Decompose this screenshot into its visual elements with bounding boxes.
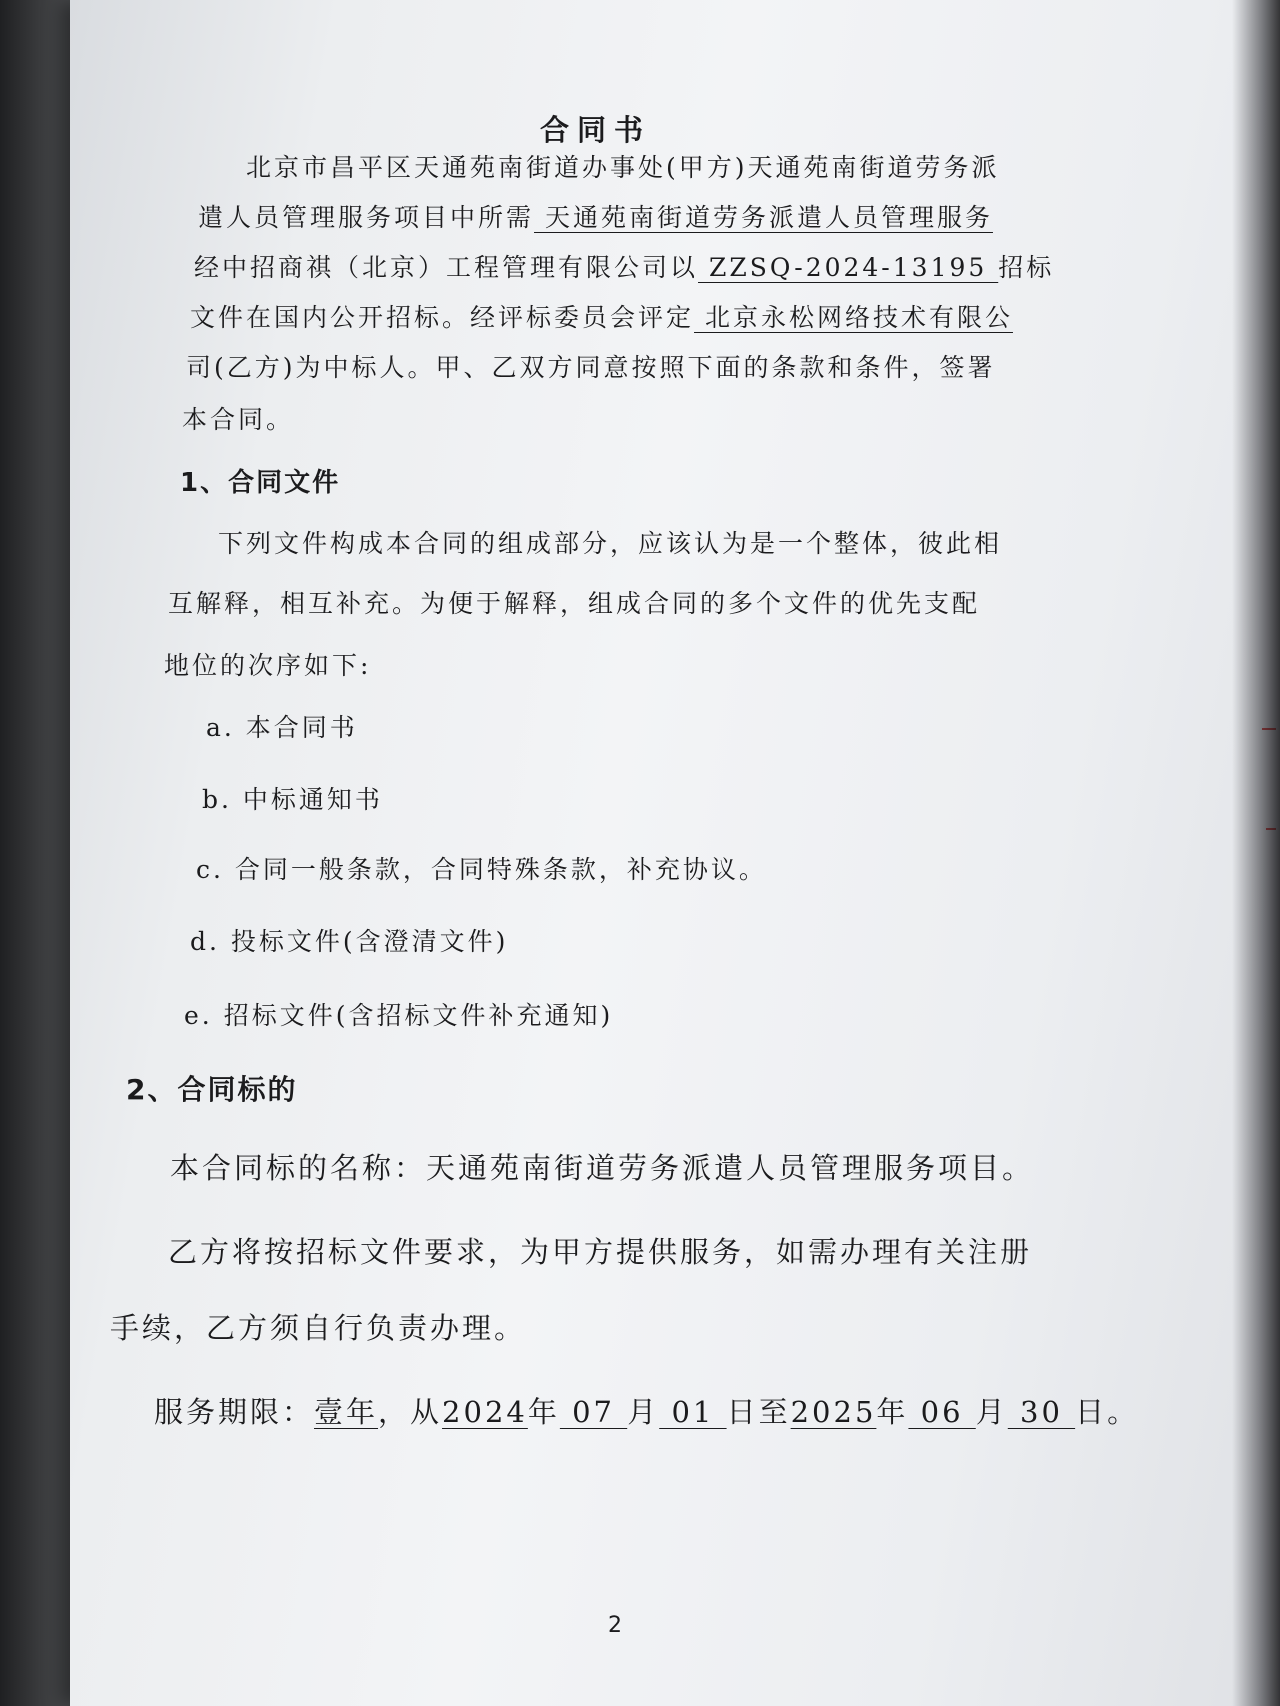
winner-name-underlined: 北京永松网络技术有限公 [694,303,1013,332]
document-list-item: e. 招标文件(含招标文件补充通知) [184,1001,614,1030]
contract-document [70,0,1280,1706]
page-edge-shadow [1232,0,1280,1706]
end-day: 30 [1007,1395,1076,1429]
document-title: 合同书 [540,113,652,147]
section-1-paragraph-line-3: 地位的次序如下: [164,651,372,680]
intro-line-1: 北京市昌平区天通苑南街道办事处(甲方)天通苑南街道劳务派 [246,153,1000,182]
end-year: 2025 [790,1395,877,1429]
intro-line-3 [194,248,1054,284]
section-2-duty-line-2: 手续，乙方须自行负责办理。 [110,1311,527,1345]
service-term-text: 月 [975,1395,1008,1429]
service-term-text: 年 [876,1395,909,1429]
intro-text: 遣人员管理服务项目中所需 [198,203,535,232]
service-term-text: 月 [627,1395,660,1429]
contract-subject-name: 本合同标的名称：天通苑南街道劳务派遣人员管理服务项目。 [170,1151,1035,1185]
service-term-years: 壹年 [314,1395,379,1429]
project-name-underlined: 天通苑南街道劳务派遣人员管理服务 [534,203,993,232]
intro-line-5: 司(乙方)为中标人。甲、乙双方同意按照下面的条款和条件，签署 [186,353,996,382]
start-month: 07 [559,1395,628,1429]
section-2-duty-line-1: 乙方将按招标文件要求，为甲方提供服务，如需办理有关注册 [168,1235,1033,1269]
service-term-line [154,1390,1139,1431]
service-term-text: 日。 [1075,1395,1140,1429]
document-list-item: b. 中标通知书 [202,785,383,814]
service-term-text: 日至 [726,1395,791,1429]
section-1-paragraph-line-1: 下列文件构成本合同的组成部分，应该认为是一个整体，彼此相 [218,529,1003,558]
intro-text: 经中招商祺（北京）工程管理有限公司以 [194,253,699,282]
intro-line-6: 本合同。 [182,405,295,434]
section-2-heading: 2、合同标的 [126,1073,298,1106]
intro-line-2 [198,198,993,234]
start-day: 01 [659,1395,727,1429]
intro-text: 招标 [998,253,1055,282]
service-term-label: 服务期限： [154,1395,315,1429]
page-number: 2 [608,1613,622,1638]
end-month: 06 [908,1395,976,1429]
document-page [70,0,1280,1706]
document-list-item: d. 投标文件(含澄清文件) [190,927,509,956]
document-list-item: c. 合同一般条款，合同特殊条款，补充协议。 [196,855,767,884]
start-year: 2024 [442,1395,528,1429]
document-list-item: a. 本合同书 [206,713,358,742]
service-term-text: ，从 [378,1395,443,1429]
tender-number-underlined: ZZSQ-2024-13195 [698,253,999,282]
intro-text: 文件在国内公开招标。经评标委员会评定 [190,303,695,332]
service-term-text: 年 [527,1395,560,1429]
section-1-heading: 1、合同文件 [180,468,341,498]
intro-line-4 [190,298,1013,334]
section-1-paragraph-line-2: 互解释，相互补充。为便于解释，组成合同的多个文件的优先支配 [168,589,981,618]
